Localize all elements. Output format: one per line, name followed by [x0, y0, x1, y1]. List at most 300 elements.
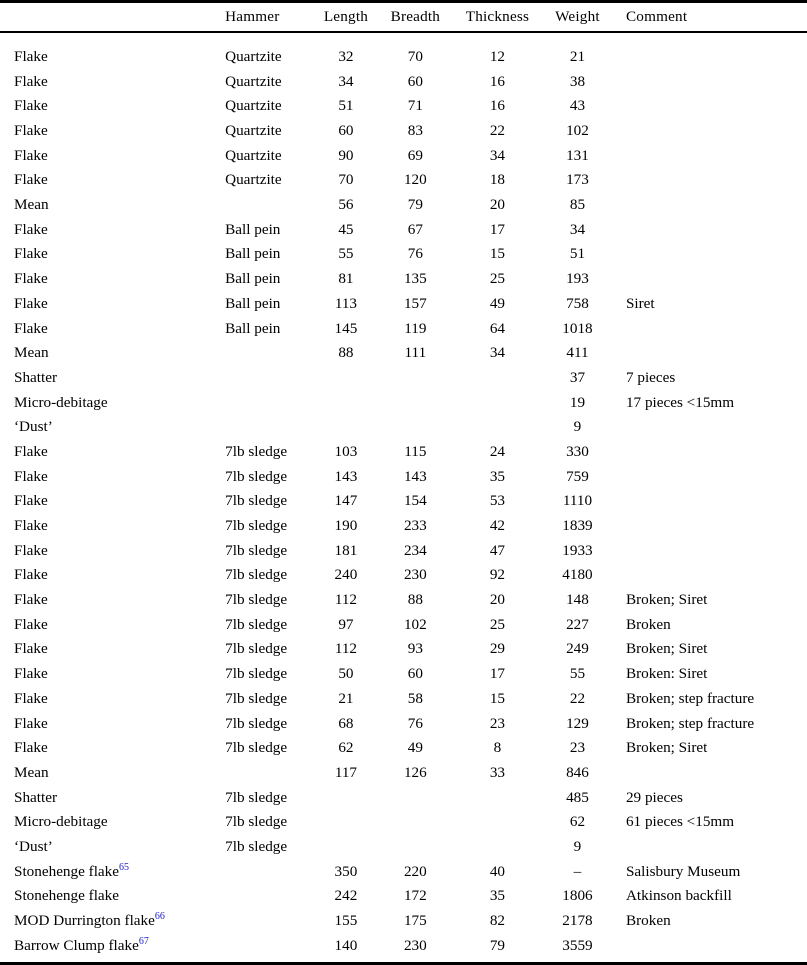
cell-comment: [613, 415, 807, 440]
cell-hammer: 7lb sledge: [225, 813, 288, 831]
cell-length: 350: [334, 862, 358, 880]
table-row: [0, 242, 807, 267]
cell-hammer: 7lb sledge: [225, 665, 288, 683]
table-row: [0, 291, 807, 316]
column-header-hammer: Hammer: [225, 8, 280, 25]
cell-breadth: 120: [403, 171, 427, 189]
cell-breadth: 230: [403, 566, 427, 584]
cell-type: Flake: [14, 72, 48, 90]
cell-breadth: 102: [403, 615, 427, 633]
table-row: [0, 118, 807, 143]
cell-type: Mean: [14, 196, 49, 214]
cell-thickness: 22: [489, 122, 506, 139]
cell-thickness: 40: [489, 862, 506, 880]
cell-weight: 193: [566, 270, 589, 288]
cell-length: 34: [338, 72, 354, 90]
cell-length: 113: [334, 294, 358, 312]
cell-type: Shatter: [14, 368, 58, 386]
cell-comment: [613, 933, 807, 963]
cell-thickness: 34: [489, 146, 506, 164]
cell-weight: 411: [566, 344, 589, 362]
cell-weight: 19: [569, 393, 586, 411]
cell-weight: 62: [569, 813, 586, 831]
cell-type: Stonehenge flake$^{65}$: [14, 861, 130, 880]
column-header-thickness: Thickness: [465, 8, 530, 25]
column-header-length: Length: [323, 8, 369, 25]
cell-length: 56: [338, 196, 354, 214]
cell-breadth: 119: [404, 319, 427, 337]
cell-length: 45: [338, 220, 354, 238]
cell-thickness: 20: [489, 591, 506, 609]
cell-breadth: 115: [404, 442, 427, 460]
cell-comment: Broken: [625, 912, 671, 929]
cell-type: Shatter: [14, 788, 58, 806]
cell-breadth: 230: [403, 936, 427, 954]
cell-comment: Broken; Siret: [625, 591, 708, 609]
cell-thickness: 53: [489, 492, 506, 510]
cell-breadth: [378, 415, 453, 440]
cell-type: Micro-debitage: [14, 813, 108, 831]
cell-comment: 17 pieces <15mm: [625, 393, 735, 411]
cell-hammer: [225, 415, 314, 440]
cell-breadth: 93: [407, 640, 423, 658]
cell-breadth: 154: [403, 492, 427, 510]
cell-hammer: 7lb sledge: [225, 615, 288, 633]
cell-hammer: [225, 933, 314, 963]
cell-weight: 21: [569, 47, 586, 65]
table-row: [0, 612, 807, 637]
cell-breadth: 220: [403, 862, 427, 880]
cell-thickness: 17: [489, 665, 506, 683]
cell-thickness: 16: [489, 72, 506, 90]
cell-length: 70: [338, 171, 354, 189]
cell-hammer: [225, 760, 314, 785]
table-row: [0, 415, 807, 440]
table-row: [0, 637, 807, 662]
cell-type: Flake: [14, 146, 48, 164]
table-row: [0, 168, 807, 193]
cell-type: MOD Durrington flake$^{66}$: [14, 910, 165, 929]
cell-type: Flake: [14, 122, 48, 139]
cell-hammer: [225, 340, 314, 365]
table-body: [0, 32, 807, 963]
table-row: [0, 810, 807, 835]
cell-length: 88: [338, 344, 354, 362]
table-row: [0, 785, 807, 810]
cell-hammer: Quartzite: [225, 146, 282, 164]
cell-length: 103: [334, 442, 358, 460]
cell-comment: [613, 94, 807, 119]
table-row: [0, 464, 807, 489]
cell-hammer: Ball pein: [225, 294, 281, 312]
cell-hammer: Ball pein: [225, 245, 281, 263]
cell-length: 145: [334, 319, 358, 337]
cell-length: 50: [338, 665, 354, 683]
cell-weight: 846: [566, 763, 589, 781]
cell-breadth: 88: [407, 591, 423, 609]
table-row: [0, 908, 807, 933]
cell-comment: Broken; Siret: [625, 640, 708, 658]
cell-hammer: [225, 365, 314, 390]
cell-weight: 22: [569, 689, 586, 707]
cell-weight: 9: [573, 418, 582, 436]
cell-length: 62: [338, 739, 354, 757]
cell-thickness: 35: [489, 467, 506, 485]
cell-type: Mean: [14, 763, 49, 781]
cell-weight: 102: [566, 122, 589, 139]
cell-comment: [613, 316, 807, 341]
table-row: [0, 32, 807, 69]
table-row: [0, 933, 807, 963]
cell-thickness: 47: [489, 541, 506, 559]
cell-hammer: 7lb sledge: [225, 788, 288, 806]
cell-weight: 249: [566, 640, 589, 658]
cell-thickness: 15: [489, 245, 506, 263]
cell-comment: Siret: [625, 294, 655, 312]
cell-comment: [613, 118, 807, 143]
table-row: [0, 217, 807, 242]
cell-breadth: 111: [404, 344, 427, 362]
cell-hammer: Quartzite: [225, 72, 282, 90]
table-row: [0, 266, 807, 291]
cell-type: Flake: [14, 442, 48, 460]
column-header-breadth: Breadth: [390, 8, 441, 25]
table-row: [0, 686, 807, 711]
cell-comment: Broken; step fracture: [625, 689, 755, 707]
table-row: [0, 316, 807, 341]
cell-type: Flake: [14, 294, 48, 312]
cell-breadth: 58: [407, 689, 423, 707]
cell-comment: [613, 69, 807, 94]
cell-weight: 38: [569, 72, 586, 90]
cell-length: 155: [334, 912, 358, 929]
cell-hammer: 7lb sledge: [225, 566, 288, 584]
cell-weight: 1110: [562, 492, 593, 510]
cell-hammer: Quartzite: [225, 97, 282, 115]
cell-hammer: 7lb sledge: [225, 492, 288, 510]
column-header-comment: Comment: [625, 8, 688, 25]
cell-breadth: 76: [407, 245, 423, 263]
table-row: [0, 859, 807, 884]
footnote-marker[interactable]: 65: [119, 861, 130, 873]
cell-weight: 1839: [562, 517, 593, 534]
cell-length: 51: [338, 97, 354, 115]
cell-length: [314, 810, 378, 835]
cell-comment: Atkinson backfill: [625, 887, 732, 905]
cell-hammer: 7lb sledge: [225, 739, 288, 757]
column-header-type: [0, 2, 225, 33]
cell-comment: Broken: [625, 615, 671, 633]
cell-length: [314, 785, 378, 810]
table-row: [0, 661, 807, 686]
cell-type: Flake: [14, 714, 48, 732]
cell-comment: [613, 563, 807, 588]
cell-type: Flake: [14, 689, 48, 707]
cell-hammer: 7lb sledge: [225, 517, 288, 534]
cell-weight: 23: [569, 739, 586, 757]
cell-length: 112: [334, 591, 358, 609]
cell-comment: [613, 760, 807, 785]
cell-weight: 330: [566, 442, 589, 460]
cell-thickness: 92: [489, 566, 506, 584]
cell-breadth: 234: [403, 541, 427, 559]
cell-hammer: [225, 192, 314, 217]
cell-type: Flake: [14, 270, 48, 288]
cell-comment: [613, 489, 807, 514]
cell-type: Flake: [14, 591, 48, 609]
cell-breadth: 70: [407, 47, 423, 65]
cell-thickness: 8: [493, 739, 502, 757]
cell-thickness: 18: [489, 171, 506, 189]
cell-comment: 61 pieces <15mm: [625, 813, 735, 831]
footnote-marker[interactable]: 66: [154, 910, 165, 922]
cell-breadth: 126: [403, 763, 427, 781]
cell-comment: [613, 192, 807, 217]
cell-breadth: 143: [403, 467, 427, 485]
cell-type: Flake: [14, 220, 48, 238]
cell-breadth: 76: [407, 714, 423, 732]
cell-comment: Broken; Siret: [625, 739, 708, 757]
cell-breadth: 172: [403, 887, 427, 905]
cell-breadth: 83: [407, 122, 423, 139]
cell-length: 242: [334, 887, 358, 905]
cell-weight: 2178: [562, 912, 593, 929]
cell-weight: 9: [573, 837, 582, 855]
cell-type: Flake: [14, 171, 48, 189]
cell-thickness: [453, 365, 542, 390]
table-row: [0, 513, 807, 538]
cell-comment: [613, 143, 807, 168]
cell-weight: 148: [566, 591, 589, 609]
cell-type: Flake: [14, 245, 48, 263]
cell-thickness: 29: [489, 640, 506, 658]
cell-type: Flake: [14, 541, 48, 559]
cell-comment: [613, 168, 807, 193]
cell-length: [314, 365, 378, 390]
cell-breadth: 71: [407, 97, 423, 115]
cell-comment: [613, 834, 807, 859]
cell-thickness: 25: [489, 615, 506, 633]
cell-thickness: [453, 390, 542, 415]
cell-thickness: [453, 785, 542, 810]
cell-length: 90: [338, 146, 354, 164]
cell-length: 112: [334, 640, 358, 658]
cell-length: [314, 415, 378, 440]
cell-weight: 34: [569, 220, 586, 238]
cell-length: 32: [338, 47, 354, 65]
cell-length: 181: [334, 541, 358, 559]
cell-type: Stonehenge flake: [14, 887, 120, 905]
table-row: [0, 69, 807, 94]
cell-thickness: 25: [489, 270, 506, 288]
footnote-marker[interactable]: 67: [138, 935, 149, 947]
cell-comment: [613, 538, 807, 563]
cell-weight: 85: [569, 196, 586, 214]
cell-comment: [613, 217, 807, 242]
table-row: [0, 834, 807, 859]
cell-length: 81: [338, 270, 354, 288]
cell-breadth: [378, 834, 453, 859]
cell-hammer: [225, 390, 314, 415]
cell-thickness: 17: [489, 220, 506, 238]
cell-type: ‘Dust’: [14, 418, 53, 436]
cell-type: Flake: [14, 739, 48, 757]
table-row: [0, 439, 807, 464]
cell-weight: 37: [569, 368, 586, 386]
cell-length: 143: [334, 467, 358, 485]
cell-breadth: [378, 365, 453, 390]
cell-weight: 3559: [562, 936, 593, 954]
cell-weight: 173: [566, 171, 589, 189]
cell-length: 147: [334, 492, 358, 510]
table-row: [0, 884, 807, 909]
cell-hammer: 7lb sledge: [225, 442, 288, 460]
cell-weight: 1018: [562, 319, 593, 337]
column-header-weight: Weight: [555, 8, 600, 25]
cell-breadth: [378, 785, 453, 810]
cell-hammer: 7lb sledge: [225, 467, 288, 485]
cell-hammer: 7lb sledge: [225, 689, 288, 707]
cell-length: 97: [338, 615, 354, 633]
cell-breadth: [378, 390, 453, 415]
cell-length: 60: [338, 122, 354, 139]
cell-hammer: Quartzite: [225, 171, 282, 189]
table-row: [0, 94, 807, 119]
cell-type: ‘Dust’: [14, 837, 53, 855]
cell-hammer: Quartzite: [225, 47, 282, 65]
cell-breadth: 135: [403, 270, 427, 288]
cell-type: Flake: [14, 47, 48, 65]
cell-type: Flake: [14, 665, 48, 683]
cell-length: 190: [334, 517, 358, 534]
cell-thickness: 15: [489, 689, 506, 707]
cell-weight: 485: [566, 788, 589, 806]
cell-thickness: 64: [489, 319, 506, 337]
cell-type: Flake: [14, 97, 48, 115]
cell-thickness: 20: [489, 196, 506, 214]
cell-breadth: [378, 810, 453, 835]
cell-hammer: [225, 908, 314, 933]
cell-thickness: 12: [489, 47, 506, 65]
cell-thickness: 34: [489, 344, 506, 362]
cell-hammer: 7lb sledge: [225, 714, 288, 732]
cell-hammer: 7lb sledge: [225, 837, 288, 855]
table-row: [0, 538, 807, 563]
cell-hammer: [225, 859, 314, 884]
cell-length: [314, 834, 378, 859]
cell-breadth: 49: [407, 739, 423, 757]
cell-type: Micro-debitage: [14, 393, 108, 411]
table-row: [0, 711, 807, 736]
cell-hammer: [225, 884, 314, 909]
cell-weight: –: [573, 862, 582, 880]
cell-type: Mean: [14, 344, 49, 362]
cell-breadth: 79: [407, 196, 423, 214]
cell-thickness: 82: [489, 912, 506, 929]
cell-type: Flake: [14, 319, 48, 337]
table-row: [0, 489, 807, 514]
cell-weight: 4180: [562, 566, 593, 584]
cell-comment: [613, 513, 807, 538]
cell-hammer: 7lb sledge: [225, 541, 288, 559]
cell-thickness: [453, 415, 542, 440]
table-row: [0, 760, 807, 785]
cell-breadth: 60: [407, 665, 423, 683]
cell-hammer: 7lb sledge: [225, 591, 288, 609]
table-row: [0, 143, 807, 168]
cell-weight: 43: [569, 97, 586, 115]
cell-thickness: 35: [489, 887, 506, 905]
cell-type: Flake: [14, 566, 48, 584]
cell-type: Flake: [14, 492, 48, 510]
cell-thickness: 42: [489, 517, 506, 534]
cell-hammer: Quartzite: [225, 122, 282, 139]
cell-weight: 55: [569, 665, 586, 683]
cell-length: 68: [338, 714, 354, 732]
table-header-row: [0, 2, 807, 33]
cell-breadth: 233: [403, 517, 427, 534]
cell-thickness: 23: [489, 714, 506, 732]
cell-comment: 29 pieces: [625, 788, 683, 806]
cell-comment: [613, 464, 807, 489]
cell-length: [314, 390, 378, 415]
cell-length: 55: [338, 245, 354, 263]
cell-comment: [613, 32, 807, 69]
cell-thickness: 16: [489, 97, 506, 115]
cell-breadth: 69: [407, 146, 423, 164]
cell-comment: [613, 439, 807, 464]
cell-comment: 7 pieces: [625, 368, 676, 386]
table-row: [0, 340, 807, 365]
cell-comment: Broken: Siret: [625, 665, 708, 683]
cell-breadth: 157: [403, 294, 427, 312]
cell-type: Flake: [14, 615, 48, 633]
table-row: [0, 563, 807, 588]
table-row: [0, 390, 807, 415]
cell-weight: 51: [569, 245, 586, 263]
cell-comment: [613, 266, 807, 291]
cell-weight: 131: [566, 146, 589, 164]
cell-thickness: 24: [489, 442, 506, 460]
cell-breadth: 67: [407, 220, 423, 238]
cell-breadth: 60: [407, 72, 423, 90]
cell-thickness: [453, 834, 542, 859]
cell-weight: 759: [566, 467, 589, 485]
cell-comment: [613, 242, 807, 267]
cell-weight: 1806: [562, 887, 593, 905]
cell-weight: 129: [566, 714, 589, 732]
cell-weight: 227: [566, 615, 589, 633]
cell-thickness: 49: [489, 294, 506, 312]
cell-hammer: Ball pein: [225, 319, 281, 337]
cell-breadth: 175: [403, 912, 427, 929]
cell-length: 117: [334, 763, 358, 781]
cell-comment: [613, 340, 807, 365]
cell-hammer: Ball pein: [225, 270, 281, 288]
cell-length: 21: [338, 689, 354, 707]
cell-weight: 758: [566, 294, 589, 312]
cell-type: Barrow Clump flake$^{67}$: [14, 935, 149, 954]
cell-hammer: Ball pein: [225, 220, 281, 238]
cell-weight: 1933: [562, 541, 593, 559]
cell-comment: Salisbury Museum: [625, 862, 741, 880]
cell-thickness: 79: [489, 936, 506, 954]
table-row: [0, 587, 807, 612]
table-header: [0, 2, 807, 33]
cell-length: 140: [334, 936, 358, 954]
cell-length: 240: [334, 566, 358, 584]
cell-type: Flake: [14, 517, 48, 534]
